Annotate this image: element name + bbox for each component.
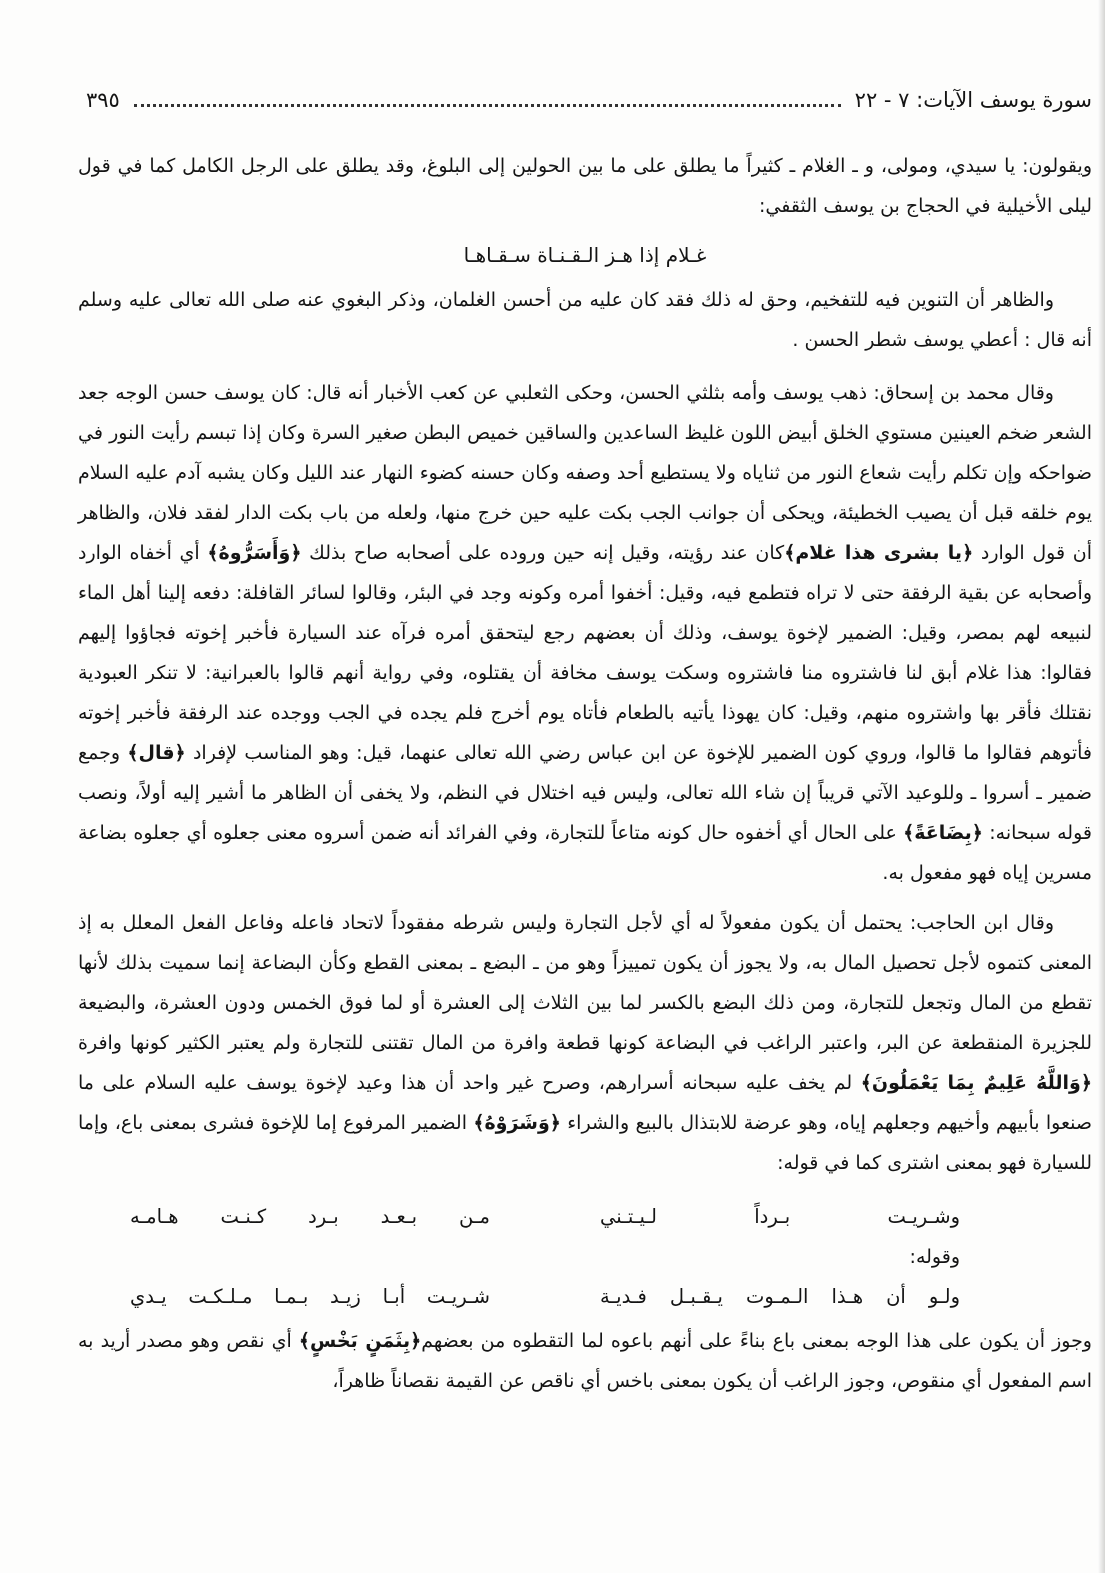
text-run: وجوز أن يكون على هذا الوجه بمعنى باع بناءً على أنهم باعوه لما التقطوه من بعضهم [421, 1330, 1092, 1352]
paragraph-1: ويقولون: يا سيدي، ومولى، و ـ الغلام ـ كثيراً ما يطلق على ما بين الحولين إلى البلوغ، وقد يطلق على الرجل الكامل كما في قول ليلى الأخيلية في الحجاج بن يوسف الثقفي: [78, 155, 1092, 217]
dot-leader [134, 104, 841, 107]
text-run: أي نقص وهو مصدر أريد به اسم المفعول أي منقوص، وجوز الراغب أن يكون بمعنى باخس أي ناقص عن القيمة نقصاناً ظاهراً، [78, 1330, 1092, 1392]
text-run: الضمير المرفوع إما للإخوة فشرى بمعنى باع، وإما للسيارة فهو بمعنى اشترى كما في قوله: [78, 1112, 1092, 1174]
verse-first-hemistich: وشـريـت بـرداً لـيـتـني [600, 1205, 960, 1228]
scan-shadow [1098, 0, 1105, 1573]
text-run: على الحال أي أخفوه حال كونه متاعاً للتجارة، وفي الفرائد أنه ضمن أسروه معنى جعلوه أي جعلوه بضاعة مسرين إياه فهو مفعول به. [78, 822, 1092, 884]
surah-heading: سورة يوسف الآيات: ٧ - ٢٢ [854, 88, 1092, 112]
text-run: وقال محمد بن إسحاق: ذهب يوسف وأمه بثلثي الحسن، وحكى الثعلبي عن كعب الأخبار أنه قال: كان يوسف حسن الوجه جعد الشعر ضخم العينين مستوي الخلق أبيض اللون غليظ الساعدين والساقين خميص البطن صغير السرة وكان إذا تبسم رأيت النور في ضواحكه وإن تكلم رأيت شعاع النور من ثناياه ولا يستطيع أحد وصفه وكان حسنه كضوء النهار عند الليل وكان يشبه آدم عليه السلام يوم خلقه قبل أن يصيب الخطيئة، ويحكى أن جوانب الجب بكت عليه حين خرج منها، ولعله من باب بكت الدار لفقد فلان، والظاهر أن قول الوارد [78, 382, 1092, 564]
text-run: كان عند رؤيته، وقيل إنه حين وروده على أصحابه صاح بذلك [301, 542, 785, 564]
verse-second-hemistich: مـن بـعـد بـرد كـنـت هـامـه [130, 1205, 490, 1228]
poetry-verse [78, 1197, 1092, 1237]
quran-quote: ﴿وَشَرَوْهُ﴾ [473, 1112, 561, 1134]
page-number: ٣٩٥ [86, 88, 120, 112]
paragraph-2: والظاهر أن التنوين فيه للتفخيم، وحق له ذلك فقد كان عليه من أحسن الغلمان، وذكر البغوي عنه صلى الله تعالى عليه وسلم أنه قال : أعطي يوسف شطر الحسن . [78, 289, 1092, 351]
verse-second-hemistich: شـريـت أبـا زيـد بـمـا مـلـكـت يـدي [130, 1285, 490, 1308]
paragraph-3 [78, 373, 1092, 893]
verse-first-hemistich: ولـو أن هـذا الـمـوت يـقـبـل فـديـة [600, 1285, 960, 1308]
running-header [86, 80, 1092, 120]
text-run: لم يخف عليه سبحانه أسرارهم، وصرح غير واحد أن هذا وعيد لإخوة يوسف عليه السلام على ما صنعوا بأبيهم وأخيهم وجعلهم إياه، وهو عرضة للابتذال بالبيع والشراء [78, 1072, 1092, 1134]
quran-quote: ﴿وَأَسَرُّوهُ﴾ [207, 542, 302, 564]
poetry-verse [78, 1277, 1092, 1317]
verse-connector: وقوله: [909, 1246, 960, 1268]
poetry-verse: غـلام إذا هـز الـقـنـاة سـقـاهـا [463, 243, 707, 267]
quran-quote: ﴿بِضَاعَةً﴾ [903, 822, 983, 844]
text-run: وقال ابن الحاجب: يحتمل أن يكون مفعولاً له أي لأجل التجارة وليس شرطه مفقوداً لاتحاد فاعله وفاعل الفعل المعلل به إذ المعنى كتموه لأجل تحصيل المال به، ولا يجوز أن يكون تمييزاً وهو من ـ البضع ـ بمعنى القطع وكأن البضاعة إنما سميت بذلك لأنها تقطع من المال وتجعل للتجارة، ومن ذلك البضع بالكسر لما بين الثلاث إلى العشرة أو لما فوق الخمس ودون العشرة، والبضيعة للجزيرة المنقطعة عن البر، واعتبر الراغب في البضاعة كونها قطعة وافرة من المال تقتنى للتجارة ولم يعتبر الكثير كونها وافرة [78, 912, 1092, 1054]
quran-quote: ﴿يا بشرى هذا غلام﴾ [784, 542, 974, 564]
text-run: وجمع ضمير ـ أسروا ـ وللوعيد الآتي قريباً إن شاء الله تعالى، وليس فيه اختلال في النظم، ولا يخفى أن الظاهر ما أشير إليه أولاً، ونصب قوله سبحانه: [78, 742, 1092, 844]
text-run: أي أخفاه الوارد وأصحابه عن بقية الرفقة حتى لا تراه فتطمع فيه، وقيل: أخفوا أمره وكونه وجد في البئر، وقالوا لسائر القافلة: دفعه إلينا أهل الماء لنبيعه لهم بمصر، وقيل: الضمير لإخوة يوسف، وذلك أن بعضهم رجع ليتحقق أمره فرآه عند السيارة فأخبر إخوته فجاؤوا إليهم فقالوا: هذا غلام أبق لنا فاشتروه منا فاشتروه وسكت يوسف مخافة أن يقتلوه، وفي رواية أنهم قالوا بالعبرانية: لا تنكر العبودية نقتلك فأقر بها واشتروه منهم، وقيل: كان يهوذا يأتيه بالطعام فأتاه يوم أخرج فلم يجده في الجب ووجده عند الرفقة فأخبر إخوته فأتوهم فقالوا ما قالوا، وروي كون الضمير للإخوة عن ابن عباس رضي الله تعالى عنهما، قيل: وهو المناسب لإفراد [78, 542, 1092, 764]
quran-quote: ﴿وَاللَّهُ عَلِيمٌ بِمَا يَعْمَلُونَ﴾ [860, 1072, 1092, 1094]
quran-quote: ﴿بِثَمَنٍ بَخْسٍ﴾ [298, 1330, 422, 1352]
quran-quote: ﴿قال﴾ [127, 742, 186, 764]
paragraph-4 [78, 903, 1092, 1183]
paragraph-5 [78, 1321, 1092, 1401]
page-text [78, 146, 1092, 1401]
